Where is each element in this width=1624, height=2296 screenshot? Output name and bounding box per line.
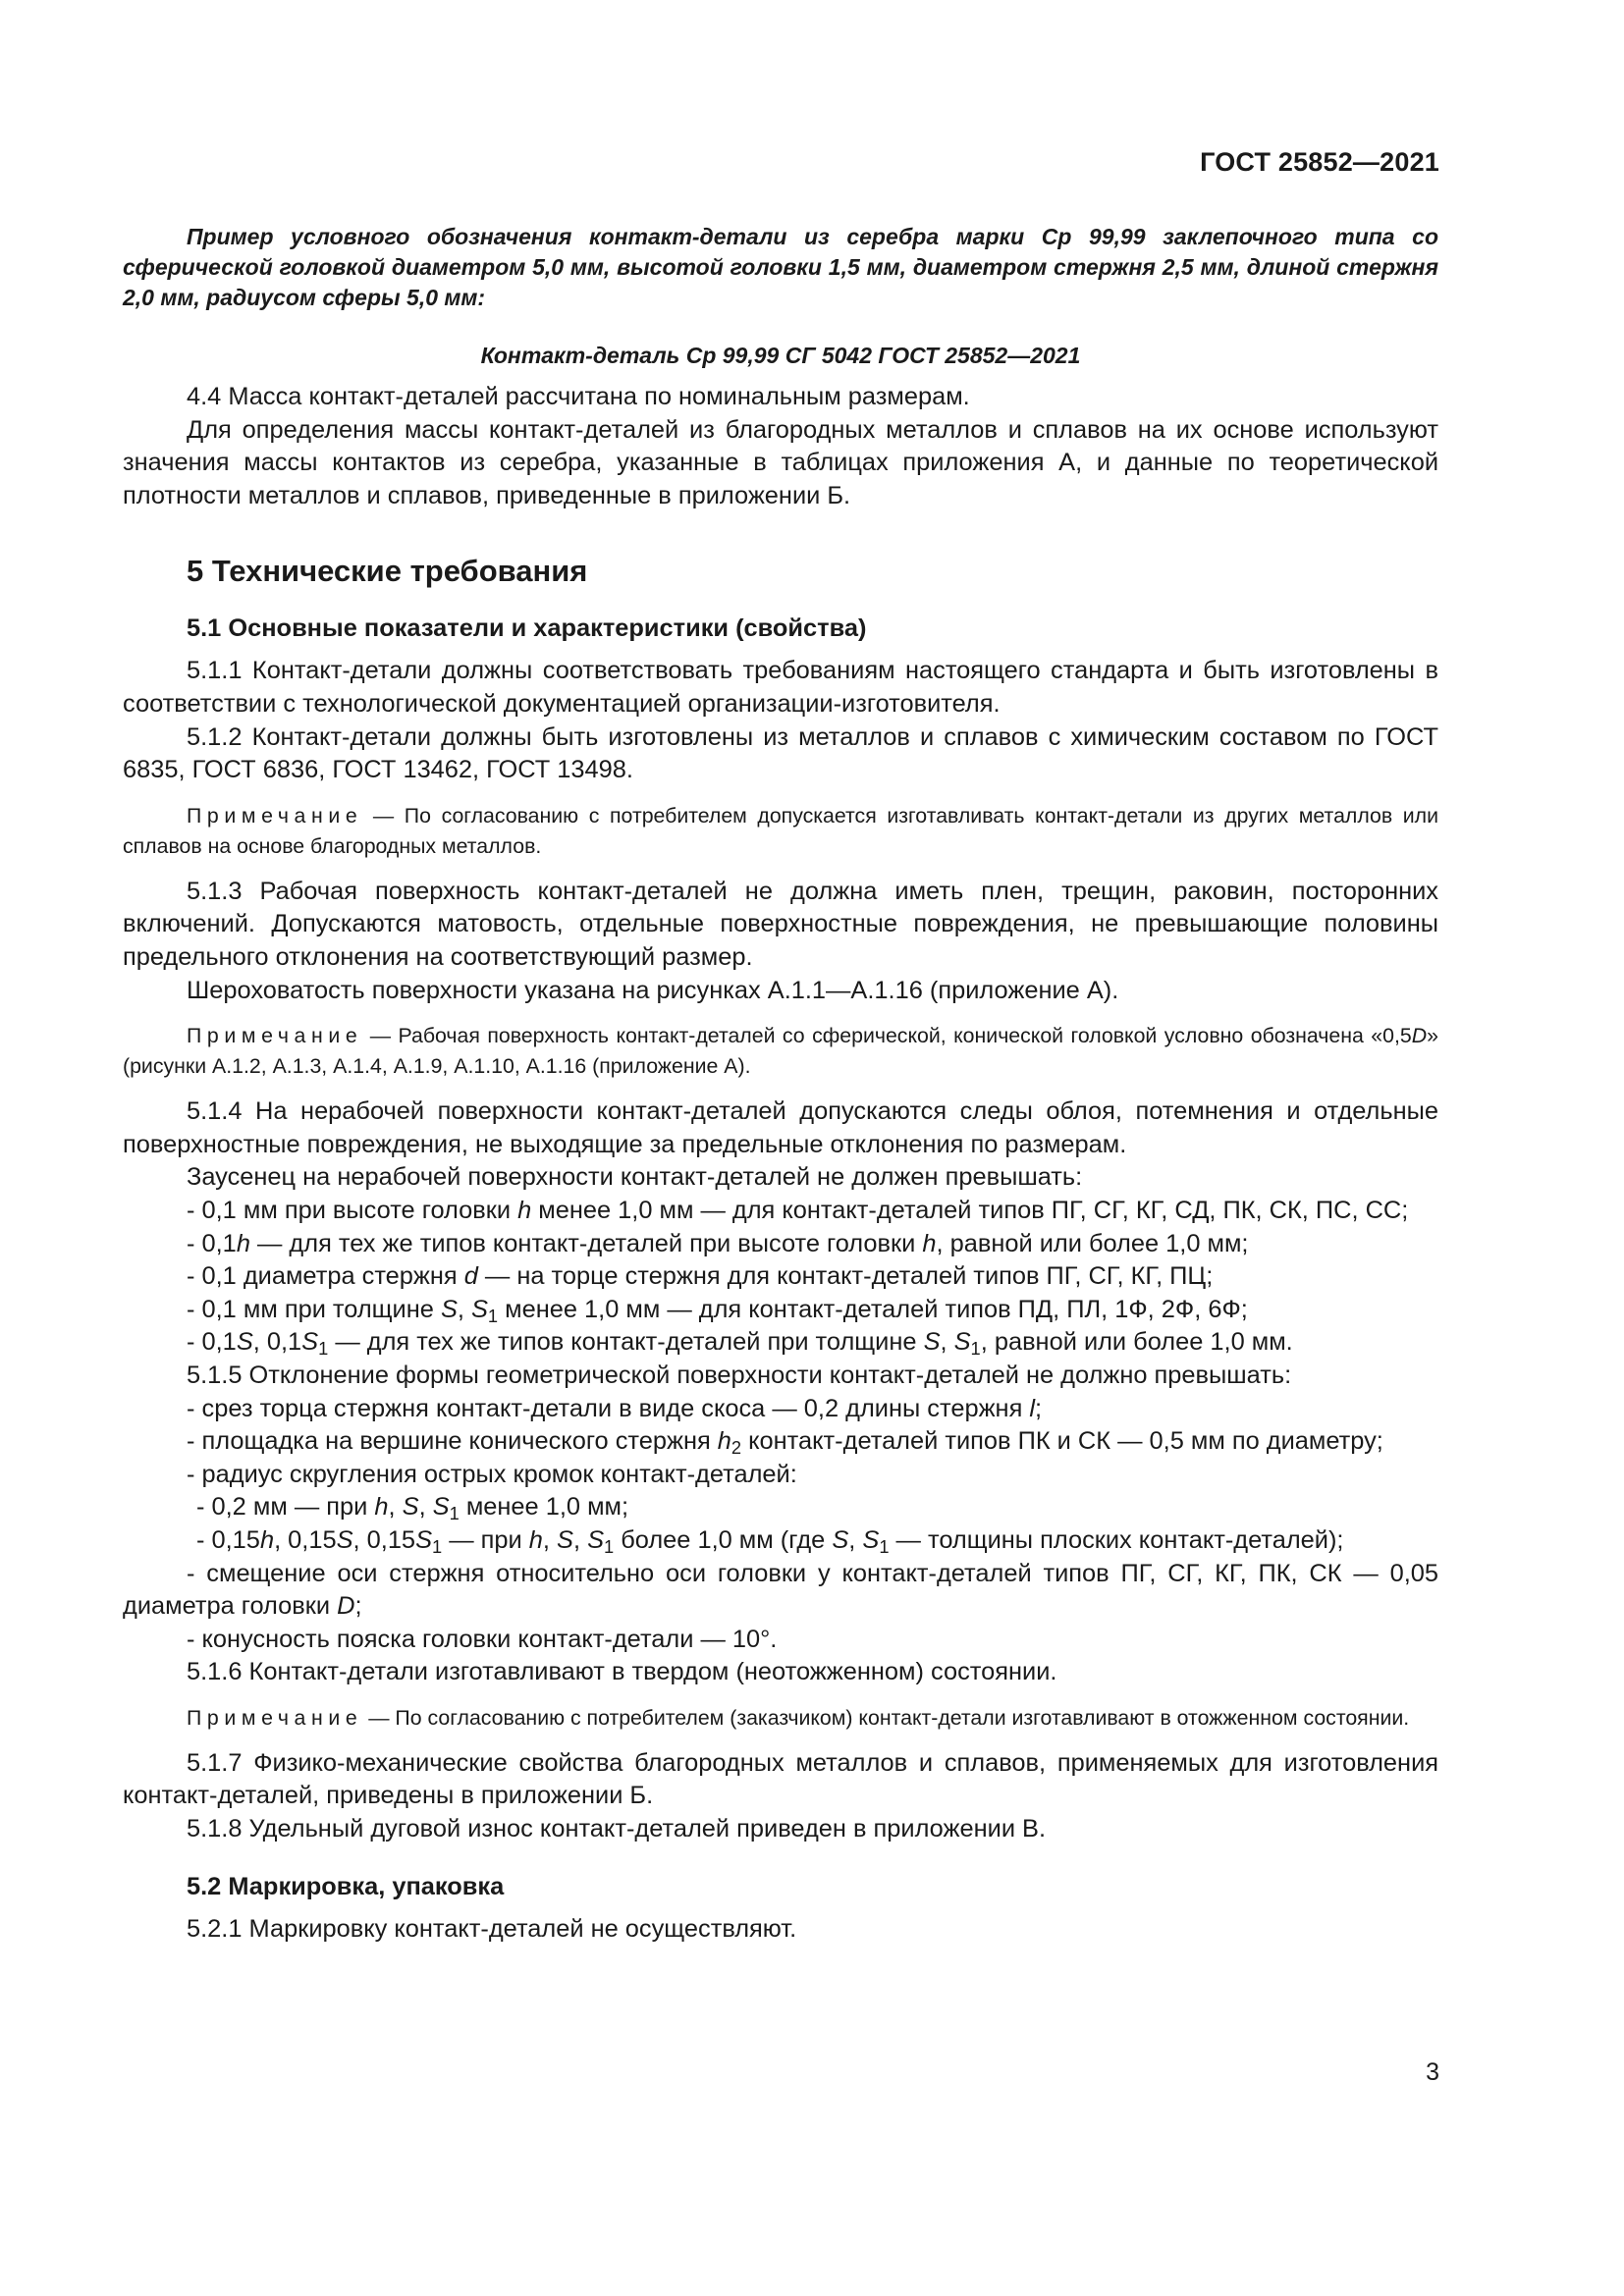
paragraph-5-1-4-burr: Заусенец на нерабочей поверхности контакт-деталей не должен превышать: — [187, 1163, 1083, 1192]
section-5-title: 5 Технические требования — [187, 554, 588, 589]
paragraph-5-1-7: 5.1.7 Физико-механические свойства благородных металлов и сплавов, применяемых для изготовления контакт-деталей, приведены в приложении Б. — [123, 1748, 1438, 1810]
paragraph-4-4-detail: Для определения массы контакт-деталей из благородных металлов и сплавов на их основе используют значения массы контактов из серебра, указанные в таблицах приложения А, и данные по теоретической плотности металлов и сплавов, приведенные в приложении Б. — [123, 415, 1438, 509]
list-item: - 0,1 мм при высоте головки h менее 1,0 мм — для контакт-деталей типов ПГ, СГ, КГ, СД, ПК, СК, ПС, СС; — [187, 1196, 1409, 1224]
paragraph-5-1-4: 5.1.4 На нерабочей поверхности контакт-деталей допускаются следы облоя, потемнения и отдельные поверхностные повреждения, не выходящие за предельные отклонения по размерам. — [123, 1097, 1438, 1158]
list-item: - площадка на вершине конического стержня $h_2$ контакт-деталей типов ПК и СК — 0,5 мм по диаметру; — [187, 1427, 1383, 1459]
list-item: - 0,1h — для тех же типов контакт-деталей при высоте головки h, равной или более 1,0 мм; — [187, 1229, 1249, 1257]
note-3: Примечание — По согласованию с потребителем (заказчиком) контакт-детали изготавливают в отожженном состоянии. — [187, 1705, 1410, 1730]
list-item: - радиус скругления острых кромок контакт-деталей: — [187, 1460, 797, 1488]
paragraph-5-1-6: 5.1.6 Контакт-детали изготавливают в твердом (неотожженном) состоянии. — [187, 1658, 1057, 1686]
note-label: Примечание — [187, 1024, 363, 1048]
list-item: - 0,1S, $0,1S_1$ — для тех же типов контакт-деталей при толщине S, $S_1$, равной или более 1,0 мм. — [187, 1328, 1293, 1360]
paragraph-5-1-5: 5.1.5 Отклонение формы геометрической поверхности контакт-деталей не должно превышать: — [187, 1361, 1292, 1389]
page-number: 3 — [1426, 2058, 1439, 2086]
designation-example-code: Контакт-деталь Ср 99,99 СГ 5042 ГОСТ 25852—2021 — [480, 343, 1081, 368]
paragraph-4-4: 4.4 Масса контакт-деталей рассчитана по номинальным размерам. — [187, 383, 970, 410]
list-item: - срез торца стержня контакт-детали в виде скоса — 0,2 длины стержня l; — [187, 1394, 1043, 1422]
list-subitem: - 0,15h, 0,15S, $0,15S_1$ — при h, S, $S_1$ более 1,0 мм (где S, $S_1$ — толщины плоских контакт-деталей); — [196, 1525, 1344, 1558]
document-code: ГОСТ 25852—2021 — [1200, 147, 1439, 177]
note-label: Примечание — [187, 1705, 363, 1730]
paragraph-5-1-8: 5.1.8 Удельный дуговой износ контакт-деталей приведен в приложении В. — [187, 1815, 1047, 1843]
subsection-5-1-title: 5.1 Основные показатели и характеристики (свойства) — [187, 614, 867, 643]
paragraph-5-1-2: 5.1.2 Контакт-детали должны быть изготовлены из металлов и сплавов с химическим составом по ГОСТ 6835, ГОСТ 6836, ГОСТ 13462, ГОСТ 13498. — [123, 722, 1438, 784]
note-2: Примечание — Рабочая поверхность контакт-деталей со сферической, конической головкой условно обозначена «0,5D» (рисунки А.1.2, А.1.3, А.1.4, А.1.9, А.1.10, А.1.16 (приложение А). — [123, 1024, 1438, 1079]
subsection-5-2-title: 5.2 Маркировка, упаковка — [187, 1872, 505, 1900]
note-label: Примечание — [187, 803, 363, 828]
paragraph-5-1-1: 5.1.1 Контакт-детали должны соответствовать требованиям настоящего стандарта и быть изготовлены в соответствии с технологической документацией организации-изготовителя. — [123, 657, 1438, 719]
page-content — [123, 222, 1438, 1946]
list-item: - 0,1 мм при толщине S, $S_1$ менее 1,0 мм — для контакт-деталей типов ПД, ПЛ, 1Ф, 2Ф, 6Ф; — [187, 1295, 1248, 1326]
list-subitem: - 0,2 мм — при h, S, $S_1$ менее 1,0 мм; — [196, 1493, 629, 1524]
list-item: - 0,1 диаметра стержня d — на торце стержня для контакт-деталей типов ПГ, СГ, КГ, ПЦ; — [187, 1262, 1214, 1291]
paragraph-5-1-3-roughness: Шероховатость поверхности указана на рисунках А.1.1—А.1.16 (приложение А). — [187, 976, 1119, 1004]
designation-example-text: Пример условного обозначения контакт-детали из серебра марки Ср 99,99 заклепочного типа со сферической головкой диаметром 5,0 мм, высотой головки 1,5 мм, диаметром стержня 2,5 мм, длиной стержня 2,0 мм, радиусом сферы 5,0 мм: — [123, 224, 1438, 310]
list-item: - конусность пояска головки контакт-детали — 10°. — [187, 1625, 778, 1653]
paragraph-5-2-1: 5.2.1 Маркировку контакт-деталей не осуществляют. — [187, 1914, 797, 1943]
note-1: Примечание — По согласованию с потребителем допускается изготавливать контакт-детали из других металлов или сплавов на основе благородных металлов. — [123, 803, 1438, 858]
list-item: - смещение оси стержня относительно оси головки у контакт-деталей типов ПГ, СГ, КГ, ПК, СК — 0,05 диаметра головки D; — [123, 1559, 1438, 1621]
paragraph-5-1-3: 5.1.3 Рабочая поверхность контакт-деталей не должна иметь плен, трещин, раковин, посторонних включений. Допускаются матовость, отдельные поверхностные повреждения, не превышающие половины предельного отклонения на соответствующий размер. — [123, 877, 1438, 972]
